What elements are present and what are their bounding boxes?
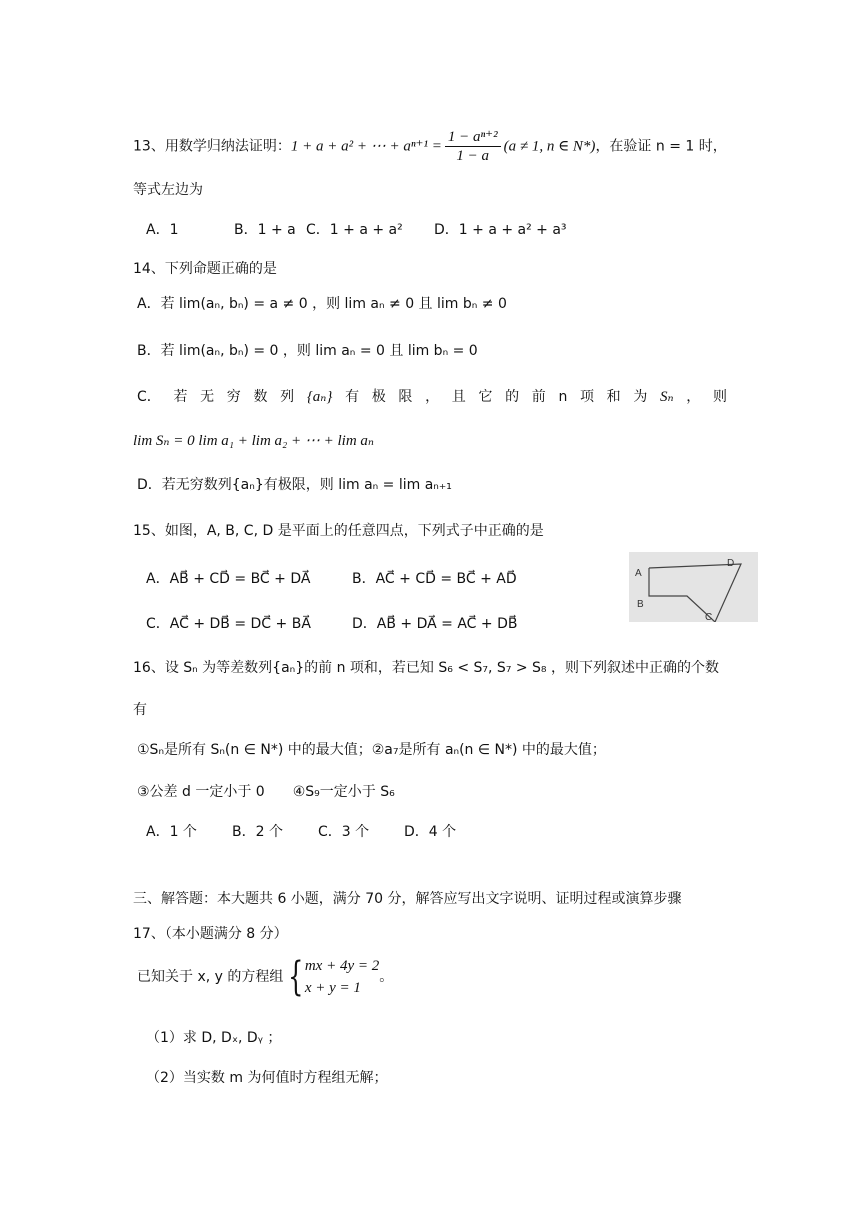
q14-option-d: D．若无穷数列{aₙ}有极限，则 lim aₙ = lim aₙ₊₁: [137, 477, 452, 493]
q15-option-d: D．AB⃗ + DA⃗ = AC⃗ + DB⃗: [352, 616, 518, 632]
figure-label-d: D: [727, 558, 735, 569]
equation-system: mx + 4y = 2 x + y = 1: [304, 958, 380, 996]
q13-stem-line2: 等式左边为: [133, 182, 203, 198]
section3-heading: 三、解答题：本大题共 6 小题，满分 70 分，解答应写出文字说明、证明过程或演算步骤: [133, 891, 682, 907]
q14-option-b: B．若 lim(aₙ, bₙ) = 0 ，则 lim aₙ = 0 且 lim bₙ = 0: [137, 343, 478, 359]
q17-stem: 已知关于 x, y 的方程组 { mx + 4y = 2 x + y = 1 。: [137, 954, 394, 1000]
figure-lines: [649, 564, 741, 622]
q15-option-c: C．AC⃗ + DB⃗ = DC⃗ + BA⃗: [146, 616, 311, 632]
q14-option-a: A．若 lim(aₙ, bₙ) = a ≠ 0 ，则 lim aₙ ≠ 0 且 lim bₙ ≠ 0: [137, 296, 507, 312]
q16-statement-1-2: ①Sₙ是所有 Sₙ(n ∈ N*) 中的最大值；②a₇是所有 aₙ(n ∈ N*) 中的最大值；: [137, 742, 606, 758]
q16-statement-3-4: ③公差 d 一定小于 0 ④S₉一定小于 S₆: [137, 784, 395, 800]
q15-option-b: B．AC⃗ + CD⃗ = BC⃗ + AD⃗: [352, 571, 517, 587]
q16-option-c: C．3 个: [318, 824, 370, 840]
q17-part-2: （2）当实数 m 为何值时方程组无解；: [146, 1070, 388, 1086]
figure-label-a: A: [635, 568, 642, 579]
q14-title: 14、下列命题正确的是: [133, 261, 277, 277]
q15-options-row1: [146, 569, 517, 589]
system-brace: {: [288, 954, 304, 1000]
q17-part-1: （1）求 D, Dₓ, Dᵧ ；: [146, 1030, 282, 1046]
q13-option-b: B．1 + a: [234, 222, 296, 238]
q16-stem: 16、设 Sₙ 为等差数列{aₙ}的前 n 项和，若已知 S₆ < S₇, S₇ > S₈ ，则下列叙述中正确的个数: [133, 660, 719, 676]
q16-options: [146, 822, 456, 842]
q13-option-c: C．1 + a + a²: [306, 222, 403, 238]
figure-label-c: C: [705, 612, 713, 622]
q17-title: 17、（本小题满分 8 分）: [133, 926, 288, 942]
q15-title: 15、如图，A, B, C, D 是平面上的任意四点，下列式子中正确的是: [133, 523, 544, 539]
q13-stem: 13、用数学归纳法证明：1 + a + a² + ⋯ + aⁿ⁺¹ = $\frac{\text{1 − aⁿ⁺²}}{1 - a}$ (a ≠ 1, n ∈ N*)，在验证 n = 1 时，: [133, 129, 727, 164]
figure-label-b: B: [637, 599, 644, 610]
q15-options-row2: [146, 614, 517, 634]
q16-option-a: A．1 个: [146, 824, 197, 840]
q13-option-d: D．1 + a + a² + a³: [434, 222, 567, 238]
q14-option-c-line2: lim Sₙ = 0 lim a₁ + lim a₂ + ⋯ + lim aₙ: [133, 433, 374, 449]
q15-option-a: A．AB⃗ + CD⃗ = BC⃗ + DA⃗: [146, 571, 311, 587]
q16-option-d: D．4 个: [404, 824, 457, 840]
q14-option-c-line1: C． 若 无 穷 数 列 {aₙ} 有 极 限 ， 且 它 的 前 n 项 和 为 Sₙ ， 则: [137, 389, 727, 405]
quadrilateral-diagram: [629, 552, 758, 622]
q16-stem-line2: 有: [133, 702, 147, 718]
q13-options: [146, 220, 567, 240]
q15-figure: [629, 552, 758, 622]
q13-option-a: A．1: [146, 222, 179, 238]
q13-fraction: $\frac{\text{1 − aⁿ⁺²}}{1 - a}$: [445, 128, 501, 165]
q16-option-b: B．2 个: [232, 824, 283, 840]
